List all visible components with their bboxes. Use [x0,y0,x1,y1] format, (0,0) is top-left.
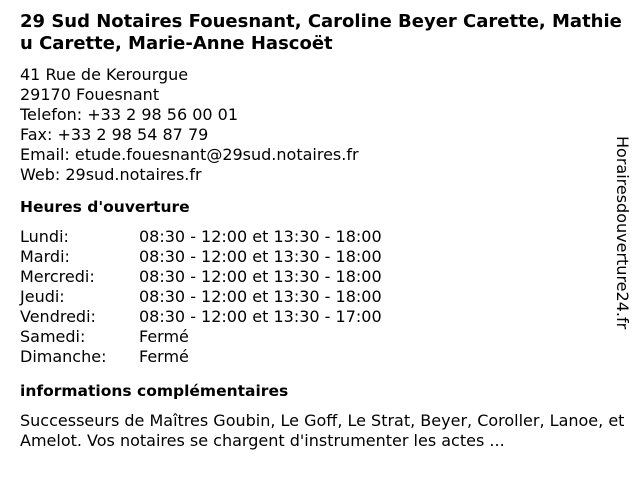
hours-day: Mercredi: [20,267,95,286]
email-line[interactable]: Email: etude.fouesnant@29sud.notaires.fr [20,145,359,164]
hours-row [20,267,625,287]
hours-time: 08:30 - 12:00 et 13:30 - 18:00 [139,227,382,246]
hours-time: Fermé [139,347,189,366]
hours-time: Fermé [139,327,189,346]
hours-time: 08:30 - 12:00 et 13:30 - 17:00 [139,307,382,326]
hours-day: Jeudi: [20,287,65,306]
fax-line: Fax: +33 2 98 54 87 79 [20,125,209,144]
web-line[interactable]: Web: 29sud.notaires.fr [20,165,202,184]
hours-row [20,347,625,367]
hours-row [20,327,625,347]
hours-day: Lundi: [20,227,69,246]
hours-row [20,227,625,247]
business-title: 29 Sud Notaires Fouesnant, Caroline Beyer Carette, Mathieu Carette, Marie-Anne Hascoët [20,11,622,54]
hours-time: 08:30 - 12:00 et 13:30 - 18:00 [139,247,382,266]
hours-row [20,247,625,267]
address-block [20,65,625,185]
hours-day: Dimanche: [20,347,107,366]
info-heading: informations complémentaires [20,382,289,400]
side-brand-text: Horairesdouverture24.fr [613,136,632,330]
hours-row [20,287,625,307]
hours-time: 08:30 - 12:00 et 13:30 - 18:00 [139,267,382,286]
hours-time: 08:30 - 12:00 et 13:30 - 18:00 [139,287,382,306]
business-card [20,11,625,451]
hours-day: Samedi: [20,327,86,346]
hours-row [20,307,625,327]
hours-day: Vendredi: [20,307,96,326]
city-postal: 29170 Fouesnant [20,85,160,104]
info-text: Successeurs de Maîtres Goubin, Le Goff, Le Strat, Beyer, Coroller, Lanoe, et Amelot. Vos notaires se chargent d'instrumenter les actes ... [20,411,625,450]
hours-day: Mardi: [20,247,70,266]
side-brand-watermark [613,136,631,346]
hours-table [20,227,625,367]
phone-line[interactable]: Telefon: +33 2 98 56 00 01 [20,105,239,124]
hours-heading: Heures d'ouverture [20,198,190,216]
street-address: 41 Rue de Kerourgue [20,65,189,84]
